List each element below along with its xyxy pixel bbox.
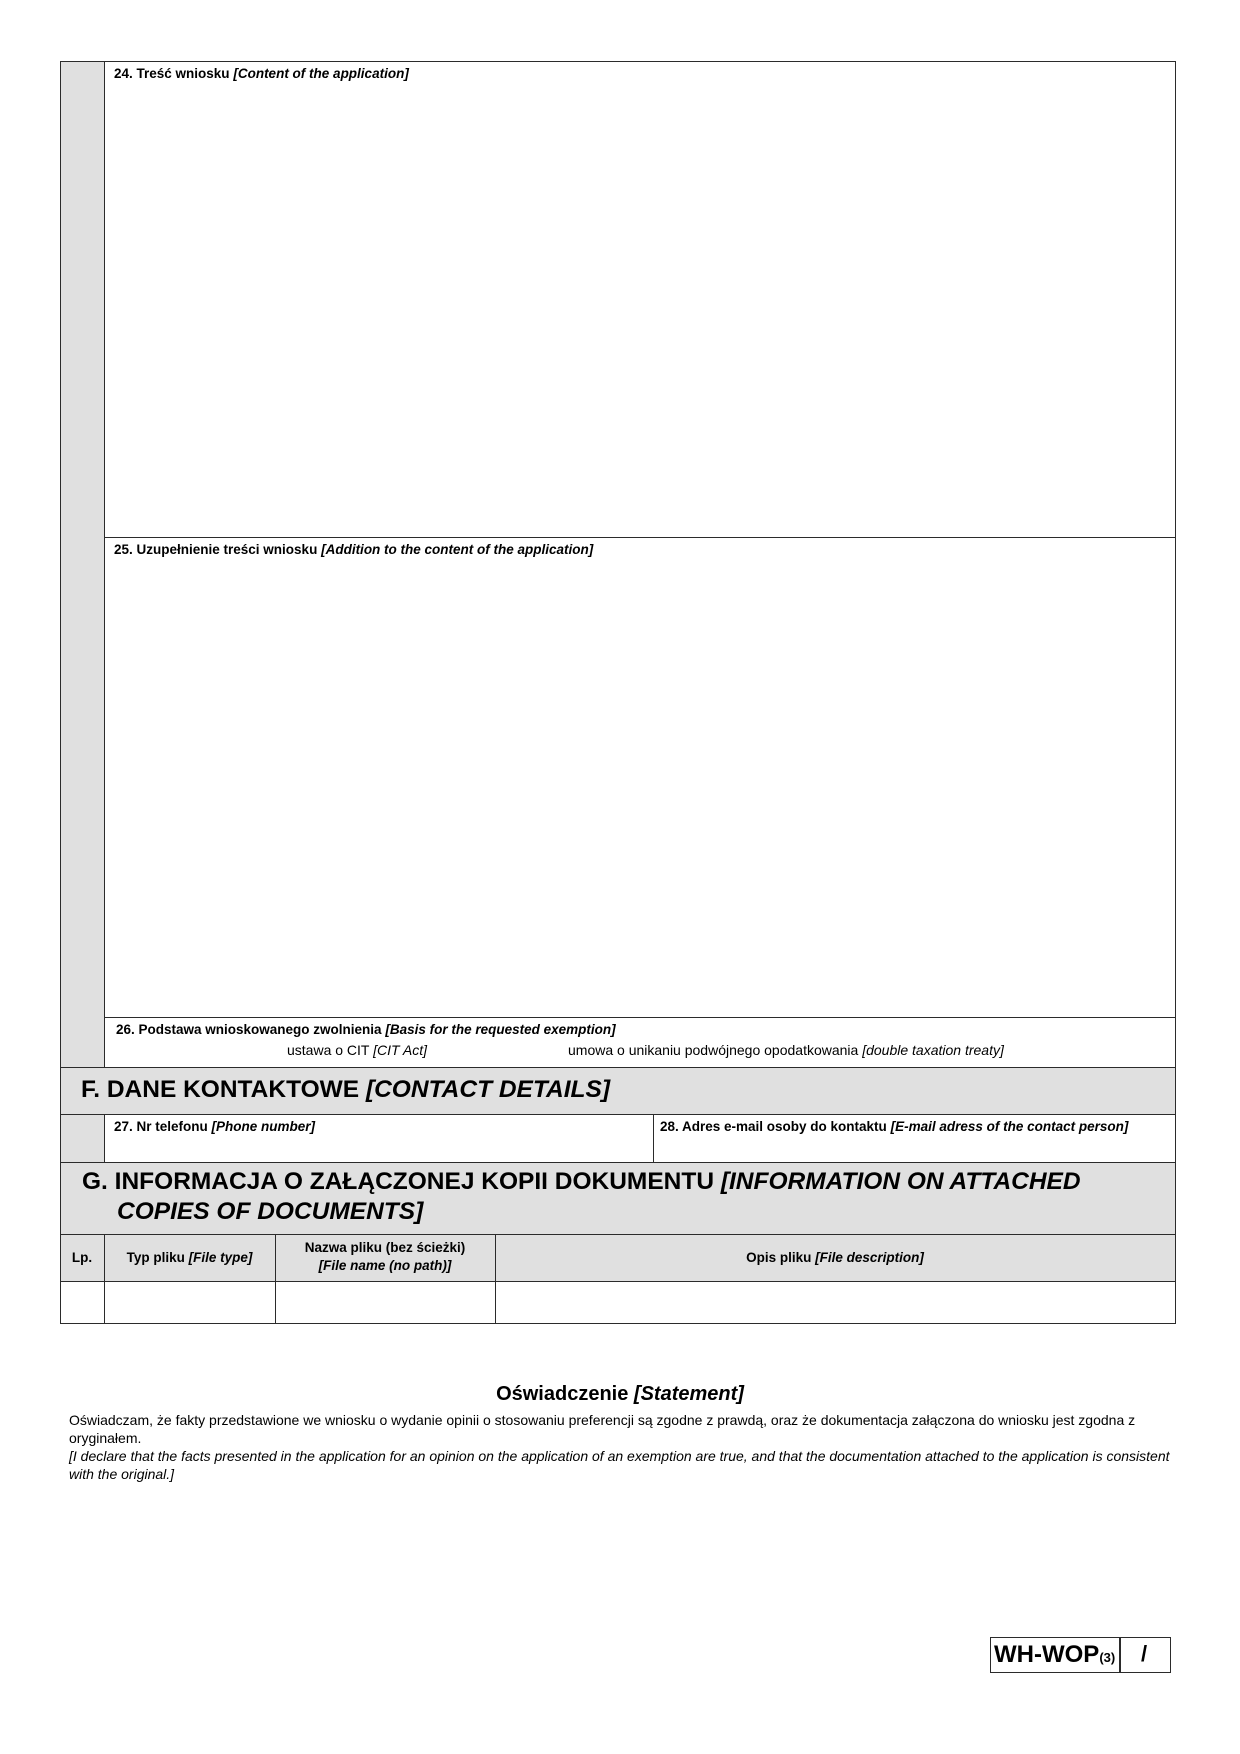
form-code-divider xyxy=(1119,1638,1121,1672)
field-25-label: 25. Uzupełnienie treści wniosku [Addition to the content of the application] xyxy=(114,542,594,557)
col-lp-label: Lp. xyxy=(71,1250,93,1265)
section-g-title-line2: COPIES OF DOCUMENTS] xyxy=(117,1198,424,1225)
form-code: WH-WOP(3) xyxy=(994,1641,1116,1668)
section-g-title-line1: G. INFORMACJA O ZAŁĄCZONEJ KOPII DOKUMENTU [INFORMATION ON ATTACHED xyxy=(82,1168,1081,1195)
col-file-description-label: Opis pliku [File description] xyxy=(746,1250,924,1265)
statement-text-pl: Oświadczam, że fakty przedstawione we wniosku o wydanie opinii o stosowaniu preferencji są zgodne z prawdą, oraz że dokumentacja załączona do wniosku jest zgodna z oryginałem. xyxy=(69,1412,1136,1446)
table-cell-lp[interactable] xyxy=(60,1281,105,1324)
field-28-label: 28. Adres e-mail osoby do kontaktu [E-mail adress of the contact person] xyxy=(660,1119,1129,1134)
field-28-email[interactable] xyxy=(653,1114,1176,1163)
field-26-exemption-basis xyxy=(104,1017,1176,1068)
page-slash: / xyxy=(1141,1641,1148,1666)
table-header-lp xyxy=(60,1234,105,1282)
table-cell-file-name[interactable] xyxy=(275,1281,496,1324)
field-24-label: 24. Treść wniosku [Content of the application] xyxy=(114,66,409,81)
field-26-label: 26. Podstawa wnioskowanego zwolnienia [Basis for the requested exemption] xyxy=(116,1022,616,1037)
option-double-taxation-treaty[interactable]: umowa o unikaniu podwójnego opodatkowania [double taxation treaty] xyxy=(568,1042,1004,1058)
option-cit-act[interactable]: ustawa o CIT [CIT Act] xyxy=(287,1042,428,1058)
section-f-title: F. DANE KONTAKTOWE [CONTACT DETAILS] xyxy=(81,1076,610,1103)
table-header-file-description xyxy=(495,1234,1176,1282)
form-version: (3) xyxy=(1099,1650,1116,1665)
col-file-type-label: Typ pliku [File type] xyxy=(126,1250,253,1265)
field-27-phone[interactable] xyxy=(104,1114,654,1163)
field-24-content-area[interactable] xyxy=(104,61,1176,538)
table-cell-file-description[interactable] xyxy=(495,1281,1176,1324)
section-f-header xyxy=(60,1067,1176,1115)
statement-title: Oświadczenie [Statement] xyxy=(496,1383,744,1405)
col-file-name-label: Nazwa pliku (bez ścieżki) [File name (no path)] xyxy=(304,1240,466,1273)
table-header-file-type xyxy=(104,1234,276,1282)
field-27-label: 27. Nr telefonu [Phone number] xyxy=(114,1119,316,1134)
field-25-content-area[interactable] xyxy=(104,537,1176,1018)
section-e-sidebar xyxy=(60,61,105,1068)
table-cell-file-type[interactable] xyxy=(104,1281,276,1324)
section-f-sidebar xyxy=(60,1114,105,1163)
table-header-file-name xyxy=(275,1234,496,1282)
section-g-header xyxy=(60,1162,1176,1235)
form-code-box xyxy=(990,1637,1171,1673)
statement-text-en: [I declare that the facts presented in the application for an opinion on the application of an exemption are true, and that the documentation attached to the application is consistent with the original.] xyxy=(69,1448,1170,1482)
